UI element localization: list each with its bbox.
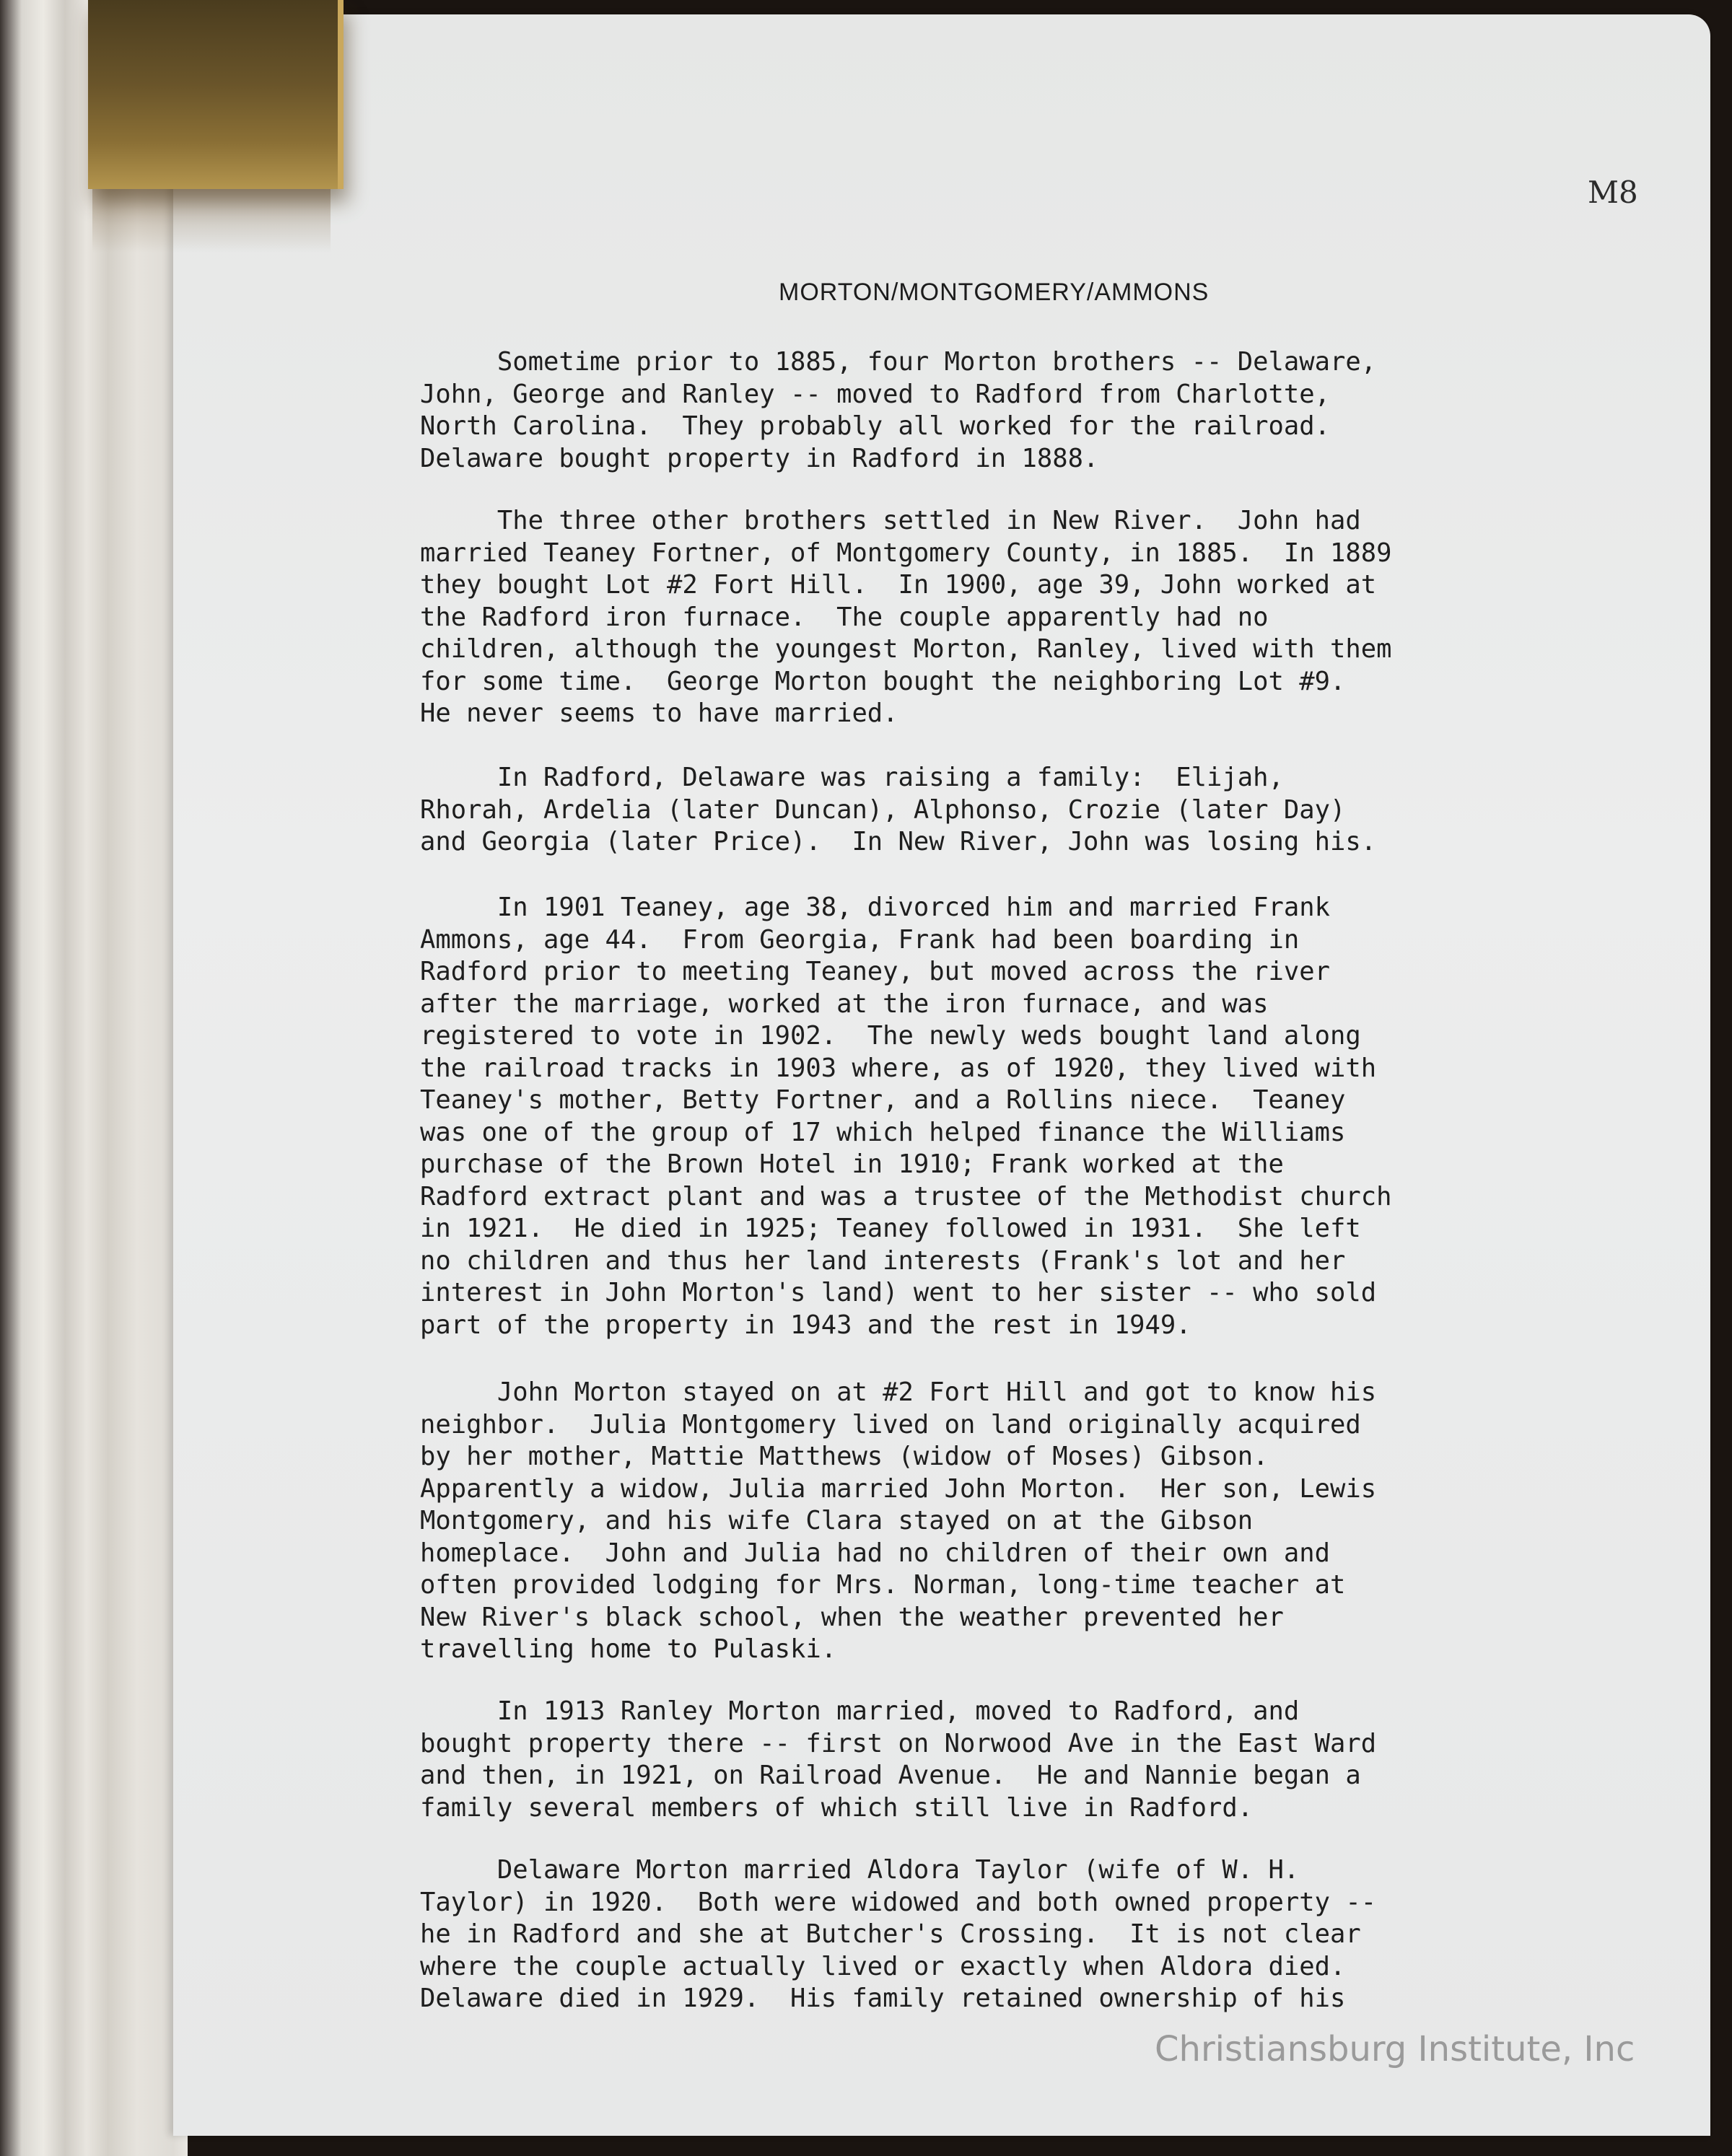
paragraph-7: Delaware Morton married Aldora Taylor (wife of W. H. Taylor) in 1920. Both were widowed and both owned property -- he in Radford and she at Butcher's Crossing. It is not clear where the couple actually lived or exactly when Aldora died. Delaware died in 1929. His family retained ownership of his (420, 1855, 1377, 2013)
binder-clip (88, 0, 344, 189)
paragraph-6: In 1913 Ranley Morton married, moved to Radford, and bought property there -- first on Norwood Ave in the East Ward and then, in 1921, on Railroad Avenue. He and Nannie began a family several members of which still live in Radford. (420, 1696, 1377, 1823)
paragraph-4: In 1901 Teaney, age 38, divorced him and married Frank Ammons, age 44. From Georgia, Frank had been boarding in Radford prior to meeting Teaney, but moved across the river after the marriage, worked at the iron furnace, and was registered to vote in 1902. The newly weds bought land along the railroad tracks in 1903 where, as of 1920, they lived with Teaney's mother, Betty Fortner, and a Rollins niece. Teaney was one of the group of 17 which helped finance the Williams purchase of the Brown Hotel in 1910; Frank worked at the Radford extract plant and was a trustee of the Methodist church in 1921. He died in 1925; Teaney followed in 1931. She left no children and thus her land interests (Frank's lot and her interest in John Morton's land) went to her sister -- who sold part of the property in 1943 and the rest in 1949. (420, 893, 1392, 1340)
watermark: Christiansburg Institute, Inc (1155, 2029, 1635, 2069)
page-title: MORTON/MONTGOMERY/AMMONS (779, 279, 1210, 306)
paragraph-2: The three other brothers settled in New River. John had married Teaney Fortner, of Montgomery County, in 1885. In 1889 they bought Lot #2 Fort Hill. In 1900, age 39, John worked at the Radford iron furnace. The couple apparently had no children, although the youngest Morton, Ranley, lived with them for some time. George Morton bought the neighboring Lot #9. He never seems to have married. (420, 506, 1392, 728)
paragraph-5: John Morton stayed on at #2 Fort Hill and got to know his neighbor. Julia Montgomery lived on land originally acquired by her mother, Mattie Matthews (widow of Moses) Gibson. Apparently a widow, Julia married John Morton. Her son, Lewis Montgomery, and his wife Clara stayed on at the Gibson homeplace. John and Julia had no children of their own and often provided lodging for Mrs. Norman, long-time teacher at New River's black school, when the weather prevented her travelling home to Pulaski. (420, 1377, 1377, 1664)
paragraph-1: Sometime prior to 1885, four Morton brothers -- Delaware, John, George and Ranley -- moved to Radford from Charlotte, North Carolina. They probably all worked for the railroad. Delaware bought property in Radford in 1888. (420, 347, 1377, 473)
page-stack-edge (0, 0, 188, 2156)
page-number: M8 (1588, 175, 1638, 210)
paragraph-3: In Radford, Delaware was raising a family: Elijah, Rhorah, Ardelia (later Duncan), Alphonso, Crozie (later Day) and Georgia (later Price). In New River, John was losing his. (420, 763, 1377, 856)
